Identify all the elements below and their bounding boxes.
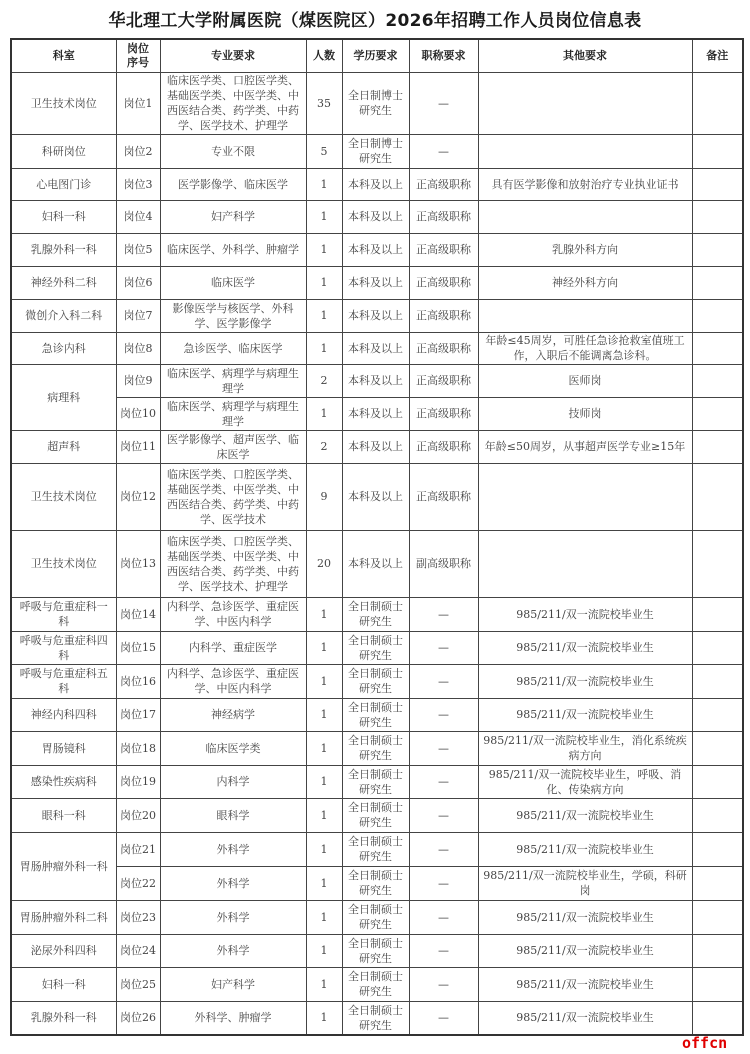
major-cell: 外科学 <box>160 900 306 934</box>
table-row <box>11 664 743 698</box>
post-number-cell: 岗位23 <box>116 900 160 934</box>
title-requirement-cell: 正高级职称 <box>409 364 478 397</box>
remark-cell <box>692 900 743 934</box>
headcount-cell: 9 <box>306 463 342 530</box>
remark-cell <box>692 698 743 731</box>
table-row <box>11 332 743 364</box>
remark-cell <box>692 168 743 200</box>
table-row <box>11 530 743 597</box>
headcount-cell: 2 <box>306 364 342 397</box>
major-cell: 妇产科学 <box>160 967 306 1001</box>
department-cell: 卫生技术岗位 <box>11 463 116 530</box>
title-requirement-cell: — <box>409 631 478 664</box>
post-number-cell: 岗位12 <box>116 463 160 530</box>
major-cell: 临床医学、病理学与病理生理学 <box>160 364 306 397</box>
headcount-cell: 1 <box>306 397 342 430</box>
header-dept: 科室 <box>11 39 116 72</box>
post-number-cell: 岗位17 <box>116 698 160 731</box>
headcount-cell: 35 <box>306 72 342 134</box>
education-cell: 全日制硕士研究生 <box>342 967 409 1001</box>
other-requirement-cell: 具有医学影像和放射治疗专业执业证书 <box>478 168 692 200</box>
education-cell: 本科及以上 <box>342 530 409 597</box>
other-requirement-cell: 神经外科方向 <box>478 266 692 299</box>
major-cell: 临床医学、外科学、肿瘤学 <box>160 233 306 266</box>
remark-cell <box>692 266 743 299</box>
other-requirement-cell: 985/211/双一流院校毕业生 <box>478 664 692 698</box>
department-cell: 呼吸与危重症科四科 <box>11 631 116 664</box>
remark-cell <box>692 134 743 168</box>
headcount-cell: 1 <box>306 900 342 934</box>
education-cell: 本科及以上 <box>342 299 409 332</box>
watermark-logo: offcn <box>682 1034 728 1052</box>
education-cell: 全日制硕士研究生 <box>342 597 409 631</box>
headcount-cell: 1 <box>306 698 342 731</box>
title-requirement-cell: 正高级职称 <box>409 299 478 332</box>
major-cell: 医学影像学、临床医学 <box>160 168 306 200</box>
department-cell: 胃肠肿瘤外科一科 <box>11 832 116 900</box>
post-number-cell: 岗位19 <box>116 765 160 798</box>
other-requirement-cell <box>478 299 692 332</box>
major-cell: 外科学 <box>160 832 306 866</box>
other-requirement-cell: 医师岗 <box>478 364 692 397</box>
headcount-cell: 1 <box>306 200 342 233</box>
major-cell: 内科学 <box>160 765 306 798</box>
department-cell: 微创介入科二科 <box>11 299 116 332</box>
other-requirement-cell <box>478 200 692 233</box>
header-other: 其他要求 <box>478 39 692 72</box>
major-cell: 内科学、重症医学 <box>160 631 306 664</box>
education-cell: 本科及以上 <box>342 200 409 233</box>
headcount-cell: 1 <box>306 631 342 664</box>
headcount-cell: 1 <box>306 731 342 765</box>
other-requirement-cell <box>478 72 692 134</box>
header-major: 专业要求 <box>160 39 306 72</box>
headcount-cell: 1 <box>306 967 342 1001</box>
other-requirement-cell: 985/211/双一流院校毕业生 <box>478 698 692 731</box>
table-row <box>11 631 743 664</box>
table-row <box>11 967 743 1001</box>
table-row <box>11 900 743 934</box>
headcount-cell: 1 <box>306 832 342 866</box>
title-requirement-cell: 正高级职称 <box>409 332 478 364</box>
table-row <box>11 200 743 233</box>
post-number-cell: 岗位26 <box>116 1001 160 1035</box>
department-cell: 病理科 <box>11 364 116 430</box>
major-cell: 急诊医学、临床医学 <box>160 332 306 364</box>
education-cell: 全日制硕士研究生 <box>342 866 409 900</box>
major-cell: 临床医学类、口腔医学类、基础医学类、中医学类、中西医结合类、药学类、中药学、医学技术、护理学 <box>160 530 306 597</box>
table-row <box>11 266 743 299</box>
title-requirement-cell: — <box>409 765 478 798</box>
other-requirement-cell <box>478 530 692 597</box>
header-row <box>11 39 743 72</box>
headcount-cell: 5 <box>306 134 342 168</box>
major-cell: 临床医学、病理学与病理生理学 <box>160 397 306 430</box>
headcount-cell: 1 <box>306 299 342 332</box>
post-number-cell: 岗位3 <box>116 168 160 200</box>
headcount-cell: 1 <box>306 332 342 364</box>
remark-cell <box>692 364 743 397</box>
title-requirement-cell: 正高级职称 <box>409 397 478 430</box>
education-cell: 本科及以上 <box>342 332 409 364</box>
other-requirement-cell <box>478 134 692 168</box>
other-requirement-cell: 985/211/双一流院校毕业生，呼吸、消化、传染病方向 <box>478 765 692 798</box>
major-cell: 妇产科学 <box>160 200 306 233</box>
table-row <box>11 765 743 798</box>
education-cell: 全日制硕士研究生 <box>342 832 409 866</box>
headcount-cell: 1 <box>306 798 342 832</box>
department-cell: 妇科一科 <box>11 200 116 233</box>
department-cell: 乳腺外科一科 <box>11 233 116 266</box>
headcount-cell: 1 <box>306 597 342 631</box>
table-row <box>11 233 743 266</box>
department-cell: 胃肠肿瘤外科二科 <box>11 900 116 934</box>
remark-cell <box>692 866 743 900</box>
major-cell: 专业不限 <box>160 134 306 168</box>
title-requirement-cell: — <box>409 832 478 866</box>
remark-cell <box>692 798 743 832</box>
education-cell: 全日制博士研究生 <box>342 72 409 134</box>
headcount-cell: 1 <box>306 233 342 266</box>
education-cell: 全日制硕士研究生 <box>342 934 409 967</box>
education-cell: 全日制硕士研究生 <box>342 765 409 798</box>
other-requirement-cell: 985/211/双一流院校毕业生 <box>478 798 692 832</box>
department-cell: 呼吸与危重症科五科 <box>11 664 116 698</box>
education-cell: 本科及以上 <box>342 266 409 299</box>
department-cell: 科研岗位 <box>11 134 116 168</box>
education-cell: 全日制博士研究生 <box>342 134 409 168</box>
department-cell: 卫生技术岗位 <box>11 530 116 597</box>
title-requirement-cell: — <box>409 72 478 134</box>
remark-cell <box>692 72 743 134</box>
department-cell: 妇科一科 <box>11 967 116 1001</box>
table-row <box>11 299 743 332</box>
post-number-cell: 岗位6 <box>116 266 160 299</box>
education-cell: 本科及以上 <box>342 397 409 430</box>
post-number-cell: 岗位5 <box>116 233 160 266</box>
other-requirement-cell: 年龄≤50周岁，从事超声医学专业≥15年 <box>478 430 692 463</box>
title-requirement-cell: — <box>409 1001 478 1035</box>
remark-cell <box>692 430 743 463</box>
department-cell: 感染性疾病科 <box>11 765 116 798</box>
headcount-cell: 1 <box>306 168 342 200</box>
headcount-cell: 1 <box>306 664 342 698</box>
major-cell: 外科学、肿瘤学 <box>160 1001 306 1035</box>
remark-cell <box>692 731 743 765</box>
post-number-cell: 岗位24 <box>116 934 160 967</box>
table-row <box>11 397 743 430</box>
education-cell: 本科及以上 <box>342 364 409 397</box>
post-number-cell: 岗位15 <box>116 631 160 664</box>
table-row <box>11 364 743 397</box>
post-number-cell: 岗位20 <box>116 798 160 832</box>
remark-cell <box>692 765 743 798</box>
education-cell: 全日制硕士研究生 <box>342 798 409 832</box>
title-requirement-cell: 副高级职称 <box>409 530 478 597</box>
other-requirement-cell: 985/211/双一流院校毕业生，学硕，科研岗 <box>478 866 692 900</box>
post-number-cell: 岗位22 <box>116 866 160 900</box>
remark-cell <box>692 233 743 266</box>
post-number-cell: 岗位16 <box>116 664 160 698</box>
other-requirement-cell: 985/211/双一流院校毕业生 <box>478 934 692 967</box>
remark-cell <box>692 664 743 698</box>
header-title-requirement: 职称要求 <box>409 39 478 72</box>
remark-cell <box>692 299 743 332</box>
education-cell: 全日制硕士研究生 <box>342 664 409 698</box>
education-cell: 全日制硕士研究生 <box>342 698 409 731</box>
remark-cell <box>692 967 743 1001</box>
major-cell: 眼科学 <box>160 798 306 832</box>
title-requirement-cell: 正高级职称 <box>409 266 478 299</box>
table-row <box>11 731 743 765</box>
table-row <box>11 72 743 134</box>
remark-cell <box>692 597 743 631</box>
major-cell: 外科学 <box>160 866 306 900</box>
post-number-cell: 岗位18 <box>116 731 160 765</box>
major-cell: 外科学 <box>160 934 306 967</box>
education-cell: 本科及以上 <box>342 233 409 266</box>
remark-cell <box>692 530 743 597</box>
title-requirement-cell: — <box>409 597 478 631</box>
post-number-cell: 岗位9 <box>116 364 160 397</box>
title-requirement-cell: 正高级职称 <box>409 233 478 266</box>
title-requirement-cell: — <box>409 866 478 900</box>
headcount-cell: 1 <box>306 266 342 299</box>
title-requirement-cell: 正高级职称 <box>409 200 478 233</box>
other-requirement-cell: 985/211/双一流院校毕业生 <box>478 597 692 631</box>
table-row <box>11 134 743 168</box>
header-post: 岗位 序号 <box>116 39 160 72</box>
title-requirement-cell: 正高级职称 <box>409 168 478 200</box>
title-requirement-cell: — <box>409 134 478 168</box>
remark-cell <box>692 1001 743 1035</box>
table-row <box>11 168 743 200</box>
title-requirement-cell: — <box>409 698 478 731</box>
headcount-cell: 20 <box>306 530 342 597</box>
table-row <box>11 1001 743 1035</box>
major-cell: 神经病学 <box>160 698 306 731</box>
major-cell: 影像医学与核医学、外科学、医学影像学 <box>160 299 306 332</box>
post-number-cell: 岗位7 <box>116 299 160 332</box>
department-cell: 神经内科四科 <box>11 698 116 731</box>
other-requirement-cell <box>478 463 692 530</box>
recruitment-table <box>10 38 744 1036</box>
title-requirement-cell: 正高级职称 <box>409 430 478 463</box>
education-cell: 本科及以上 <box>342 430 409 463</box>
remark-cell <box>692 934 743 967</box>
title-requirement-cell: — <box>409 664 478 698</box>
education-cell: 本科及以上 <box>342 463 409 530</box>
remark-cell <box>692 832 743 866</box>
post-number-cell: 岗位4 <box>116 200 160 233</box>
post-number-cell: 岗位14 <box>116 597 160 631</box>
other-requirement-cell: 985/211/双一流院校毕业生 <box>478 631 692 664</box>
other-requirement-cell: 985/211/双一流院校毕业生，消化系统疾病方向 <box>478 731 692 765</box>
department-cell: 超声科 <box>11 430 116 463</box>
department-cell: 急诊内科 <box>11 332 116 364</box>
major-cell: 临床医学类、口腔医学类、基础医学类、中医学类、中西医结合类、药学类、中药学、医学技术 <box>160 463 306 530</box>
major-cell: 内科学、急诊医学、重症医学、中医内科学 <box>160 664 306 698</box>
major-cell: 临床医学 <box>160 266 306 299</box>
major-cell: 内科学、急诊医学、重症医学、中医内科学 <box>160 597 306 631</box>
major-cell: 临床医学类 <box>160 731 306 765</box>
department-cell: 眼科一科 <box>11 798 116 832</box>
headcount-cell: 1 <box>306 765 342 798</box>
other-requirement-cell: 985/211/双一流院校毕业生 <box>478 832 692 866</box>
header-count: 人数 <box>306 39 342 72</box>
remark-cell <box>692 631 743 664</box>
remark-cell <box>692 332 743 364</box>
title-requirement-cell: 正高级职称 <box>409 463 478 530</box>
headcount-cell: 1 <box>306 866 342 900</box>
post-number-cell: 岗位8 <box>116 332 160 364</box>
table-row <box>11 430 743 463</box>
title-requirement-cell: — <box>409 900 478 934</box>
headcount-cell: 2 <box>306 430 342 463</box>
header-edu: 学历要求 <box>342 39 409 72</box>
title-requirement-cell: — <box>409 731 478 765</box>
department-cell: 心电图门诊 <box>11 168 116 200</box>
other-requirement-cell: 985/211/双一流院校毕业生 <box>478 1001 692 1035</box>
post-number-cell: 岗位11 <box>116 430 160 463</box>
department-cell: 泌尿外科四科 <box>11 934 116 967</box>
remark-cell <box>692 200 743 233</box>
education-cell: 全日制硕士研究生 <box>342 731 409 765</box>
table-row <box>11 866 743 900</box>
department-cell: 神经外科二科 <box>11 266 116 299</box>
table-row <box>11 698 743 731</box>
table-row <box>11 597 743 631</box>
table-row <box>11 832 743 866</box>
headcount-cell: 1 <box>306 1001 342 1035</box>
education-cell: 全日制硕士研究生 <box>342 1001 409 1035</box>
other-requirement-cell: 985/211/双一流院校毕业生 <box>478 900 692 934</box>
header-remark: 备注 <box>692 39 743 72</box>
post-number-cell: 岗位2 <box>116 134 160 168</box>
post-number-cell: 岗位25 <box>116 967 160 1001</box>
other-requirement-cell: 年龄≤45周岁，可胜任急诊抢救室值班工作，入职后不能调离急诊科。 <box>478 332 692 364</box>
education-cell: 全日制硕士研究生 <box>342 900 409 934</box>
post-number-cell: 岗位10 <box>116 397 160 430</box>
table-row <box>11 463 743 530</box>
other-requirement-cell: 985/211/双一流院校毕业生 <box>478 967 692 1001</box>
title-requirement-cell: — <box>409 934 478 967</box>
other-requirement-cell: 乳腺外科方向 <box>478 233 692 266</box>
document-title: 华北理工大学附属医院（煤医院区）2026年招聘工作人员岗位信息表 <box>108 11 642 31</box>
post-number-cell: 岗位21 <box>116 832 160 866</box>
post-number-cell: 岗位1 <box>116 72 160 134</box>
education-cell: 本科及以上 <box>342 168 409 200</box>
department-cell: 呼吸与危重症科一科 <box>11 597 116 631</box>
post-number-cell: 岗位13 <box>116 530 160 597</box>
remark-cell <box>692 463 743 530</box>
table-row <box>11 798 743 832</box>
other-requirement-cell: 技师岗 <box>478 397 692 430</box>
major-cell: 医学影像学、超声医学、临床医学 <box>160 430 306 463</box>
title-requirement-cell: — <box>409 798 478 832</box>
department-cell: 卫生技术岗位 <box>11 72 116 134</box>
headcount-cell: 1 <box>306 934 342 967</box>
remark-cell <box>692 397 743 430</box>
table-row <box>11 934 743 967</box>
department-cell: 乳腺外科一科 <box>11 1001 116 1035</box>
education-cell: 全日制硕士研究生 <box>342 631 409 664</box>
title-requirement-cell: — <box>409 967 478 1001</box>
department-cell: 胃肠镜科 <box>11 731 116 765</box>
major-cell: 临床医学类、口腔医学类、基础医学类、中医学类、中西医结合类、药学类、中药学、医学技术、护理学 <box>160 72 306 134</box>
